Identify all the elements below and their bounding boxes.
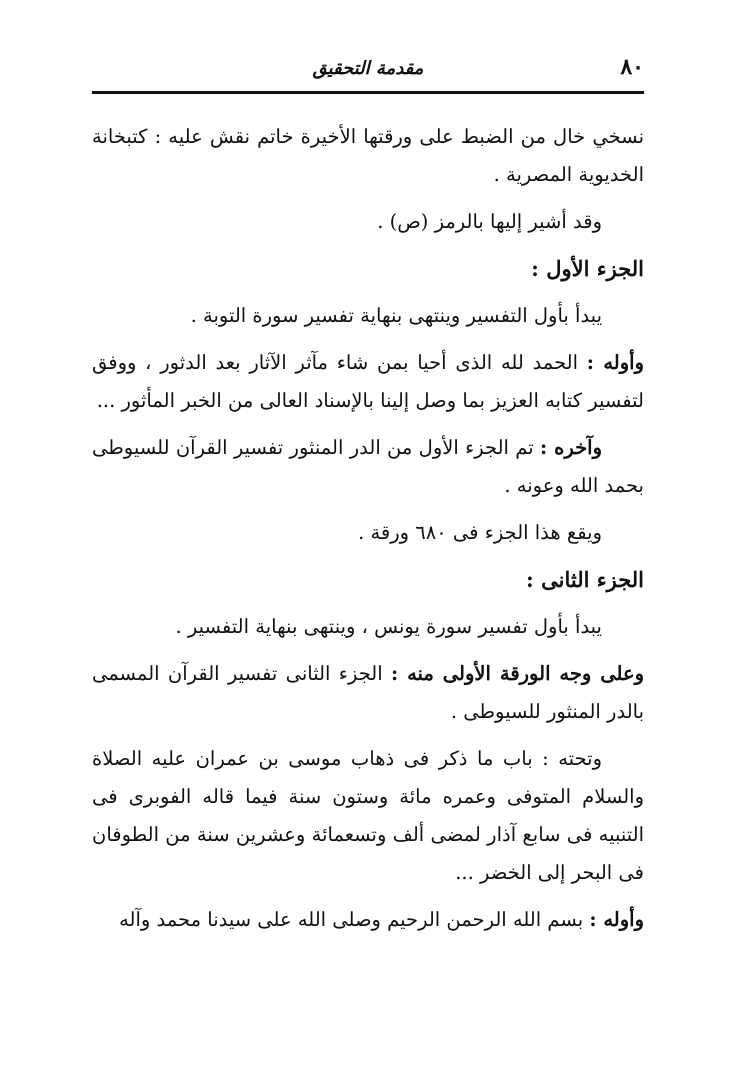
paragraph-beneath-note: وتحته : باب ما ذكر فى ذهاب موسى بن عمران عليه الصلاة والسلام المتوفى وعمره مائة وستون سنة فيما قاله الفوبرى فى التنبيه فى سابع آذار لمضى ألف وتسعمائة وعشرين سنة من الطوفان فى البحر إلى الخضر ... xyxy=(92,747,644,884)
paragraph-part-one-beginning xyxy=(92,344,644,420)
paragraph-part-two-beginning xyxy=(92,901,644,939)
running-title: مقدمة التحقيق xyxy=(312,58,424,79)
paragraph-text: تم الجزء الأول من الدر المنثور تفسير القرآن للسيوطى بحمد الله وعونه . xyxy=(92,436,644,497)
paragraph-part-two-first-leaf xyxy=(92,655,644,731)
paragraph-part-one-scope: يبدأ بأول التفسير وينتهى بنهاية تفسير سورة التوبة . xyxy=(190,304,602,327)
heading-part-two: الجزء الثانى : xyxy=(526,567,644,592)
paragraph-lead: وعلى وجه الورقة الأولى منه : xyxy=(390,662,645,685)
paragraph-lead: وأوله : xyxy=(589,908,644,931)
paragraph-text: الحمد لله الذى أحيا بمن شاء مآثر الآثار بعد الدثور ، ووفق لتفسير كتابه العزيز بما وصل إلينا بالإسناد العالى من الخبر المأثور ... xyxy=(92,351,644,412)
paragraph-lead: وأوله : xyxy=(586,351,644,374)
paragraph-part-one-ending xyxy=(92,429,644,505)
paragraph-symbol-note: وقد أشير إليها بالرمز (ص) . xyxy=(377,210,602,233)
paragraph-text: بسم الله الرحمن الرحيم وصلى الله على سيدنا محمد وآله xyxy=(119,908,590,931)
paragraph-part-one-size: ويقع هذا الجزء فى ٦٨٠ ورقة . xyxy=(358,521,602,544)
page-body xyxy=(92,118,644,948)
heading-part-one: الجزء الأول : xyxy=(531,256,644,281)
paragraph-text: الجزء الثانى تفسير القرآن المسمى بالدر المنثور للسيوطى . xyxy=(92,662,644,723)
page-number: ٨٠ xyxy=(620,54,644,80)
page-header xyxy=(92,54,644,84)
paragraph-manuscript-description: نسخي خال من الضبط على ورقتها الأخيرة خاتم نقش عليه : كتبخانة الخديوية المصرية . xyxy=(92,125,644,186)
paragraph-part-two-scope: يبدأ بأول تفسير سورة يونس ، وينتهى بنهاية التفسير . xyxy=(175,615,602,638)
header-rule xyxy=(92,91,644,94)
paragraph-lead: وآخره : xyxy=(540,436,602,459)
